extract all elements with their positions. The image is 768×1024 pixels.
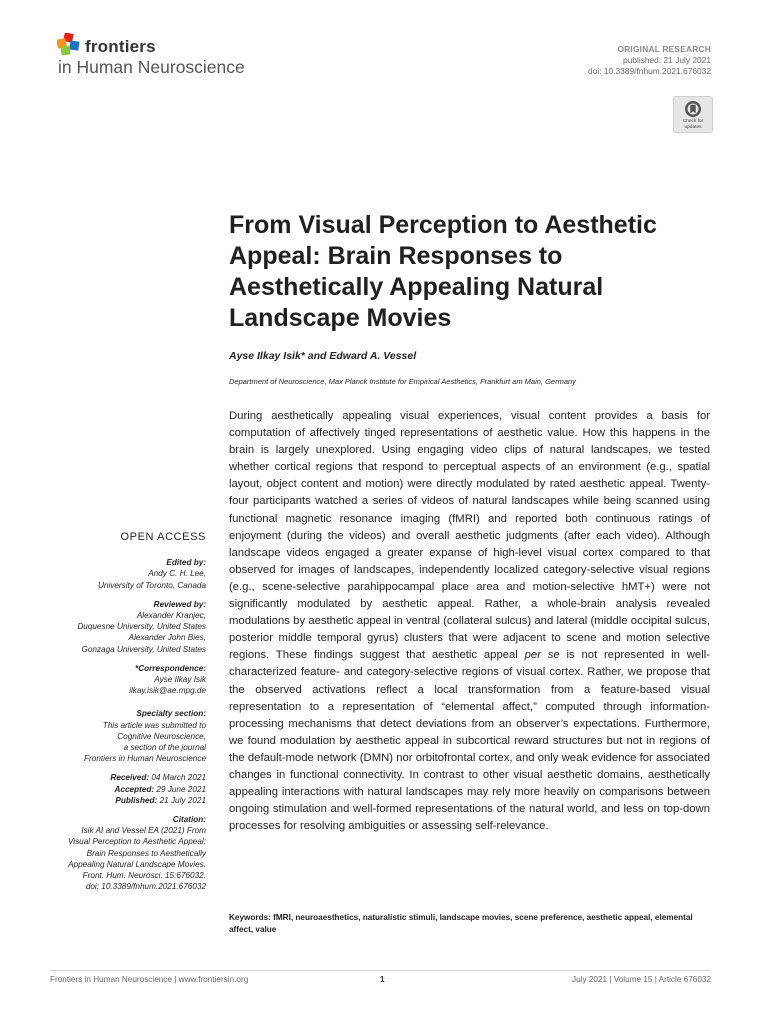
published-label: Published: — [115, 795, 158, 805]
accepted-value: 29 June 2021 — [156, 784, 206, 794]
correspondence-label: *Correspondence: — [135, 663, 206, 673]
specialty-line: This article was submitted to — [102, 720, 206, 730]
badge-text: Check for updates — [682, 119, 704, 130]
published-date: published: 21 July 2021 — [622, 55, 711, 65]
published-sidebar-date — [50, 795, 206, 806]
footer-divider — [50, 970, 711, 971]
published-value: 21 July 2021 — [159, 795, 206, 805]
abstract-text: During aesthetically appealing visual experiences, visual content provides a basis for computation of affectively tinged representations of aesthetic value. How this happens in the brain is largely unexplored. Using engaging video clips of natural landscapes, we tested whether cortical regions that respond to perceptual aspects of an environment (e.g., spatial layout, object content and motion) were directly modulated by rated aesthetic appeal. Twenty-four participants watched a series of videos of natural landscapes while being scanned using functional magnetic resonance imaging (fMRI) and reported both continuous ratings of enjoyment (during the videos) and overall aesthetic judgments (after each video). Although landscape videos engaged a greater expanse of high-level visual cortex compared to that observed for images of landscapes, independently localized category-selective visual regions (e.g., scene-selective parahippocampal place area and motion-selective hMT+) were not significantly modulated by aesthetic appeal. Rather, a whole-brain analysis revealed modulations by aesthetic appeal in ventral (collateral sulcus) and lateral (middle occipital sulcus, posterior middle temporal gyrus) clusters that were adjacent to scene and motion selective regions. These findings suggest that aesthetic appeal — [229, 410, 710, 662]
edited-by-label: Edited by: — [166, 558, 206, 568]
footer-issue-info: July 2021 | Volume 15 | Article 676032 — [572, 975, 711, 984]
accepted-label: Accepted: — [114, 784, 155, 794]
reviewed-by-label: Reviewed by: — [153, 599, 206, 609]
citation-label: Citation: — [172, 815, 206, 825]
reviewer-name: Alexander Kranjec, — [136, 611, 206, 621]
article-sidebar — [50, 532, 206, 892]
citation-line: Brain Responses to Aesthetically — [86, 848, 206, 858]
correspondence-name: Ayse Ilkay Isik — [154, 675, 206, 685]
article-meta — [588, 44, 711, 77]
article-keywords: Keywords: fMRI, neuroaesthetics, naturalistic stimuli, landscape movies, scene preference, aesthetic appeal, elemental affect, value — [229, 913, 693, 934]
citation-line: Visual Perception to Aesthetic Appeal: — [67, 837, 206, 847]
editor-name: Andy C. H. Lee, — [148, 569, 206, 579]
citation-line: Isik AI and Vessel EA (2021) From — [81, 826, 206, 836]
citation-doi[interactable]: doi: 10.3389/fnhum.2021.676032 — [85, 882, 206, 892]
received-label: Received: — [110, 773, 150, 783]
citation-line: Appealing Natural Landscape Movies. — [68, 859, 206, 869]
check-for-updates-badge[interactable] — [673, 96, 713, 133]
journal-logo[interactable] — [57, 33, 297, 81]
reviewer-name: Alexander John Bies, — [128, 633, 206, 643]
open-access-label: OPEN ACCESS — [120, 531, 206, 543]
reviewer-affiliation: Gonzaga University, United States — [81, 644, 206, 654]
abstract-text: is not represented in well-characterized feature- and category-selective regions of visual cortex. Rather, we propose that the observed activations reflect a local transformation from a feature-based visual representation to a representation of “elemental affect,” computed through information-processing mechanisms that detect deviations from an observer’s expectations. Furthermore, we found modulation by aesthetic appeal in subcortical reward structures but not in regions of the default-mode network (DMN) nor orbitofrontal cortex, and only weak evidence for associated changes in functional connectivity. In contrast to other visual aesthetic domains, aesthetically appealing interactions with natural landscapes may rely more heavily on comparisons between ongoing stimulation and well-formed representations of the natural world, and less on top-down processes for resolving ambiguities or assessing self-relevance. — [229, 649, 710, 833]
article-doi[interactable]: doi: 10.3389/fnhum.2021.676032 — [588, 66, 711, 76]
correspondence-email[interactable]: ilkay.isik@ae.mpg.de — [129, 686, 206, 696]
footer-journal-link[interactable]: Frontiers in Human Neuroscience | www.frontiersin.org — [50, 975, 249, 984]
specialty-section-label: Specialty section: — [136, 709, 206, 719]
brand-name: frontiers — [85, 37, 156, 56]
article-authors: Ayse Ilkay Isik* and Edward A. Vessel — [229, 350, 417, 362]
article-abstract — [229, 408, 710, 835]
frontiers-logo-icon — [57, 33, 83, 57]
citation-line: Front. Hum. Neurosci. 15:676032. — [82, 871, 206, 881]
article-title: From Visual Perception to Aesthetic Appeal: Brain Responses to Aesthetically Appealing Natural Landscape Movies — [229, 211, 657, 332]
received-value: 04 March 2021 — [151, 773, 206, 783]
editor-affiliation: University of Toronto, Canada — [97, 580, 206, 590]
author-affiliation: Department of Neuroscience, Max Planck Institute for Empirical Aesthetics, Frankfurt am Main, Germany — [229, 377, 576, 386]
bookmark-check-icon — [684, 100, 702, 118]
received-date — [50, 772, 206, 783]
abstract-italic: per se — [524, 649, 560, 662]
journal-name: in Human Neuroscience — [58, 57, 245, 77]
accepted-date — [50, 784, 206, 795]
specialty-line: Cognitive Neuroscience, — [117, 731, 206, 741]
article-type: ORIGINAL RESEARCH — [617, 44, 711, 54]
reviewer-affiliation: Duquesne University, United States — [77, 622, 206, 632]
page-number: 1 — [380, 975, 385, 984]
specialty-line: Frontiers in Human Neuroscience — [84, 754, 206, 764]
specialty-line: a section of the journal — [123, 743, 206, 753]
